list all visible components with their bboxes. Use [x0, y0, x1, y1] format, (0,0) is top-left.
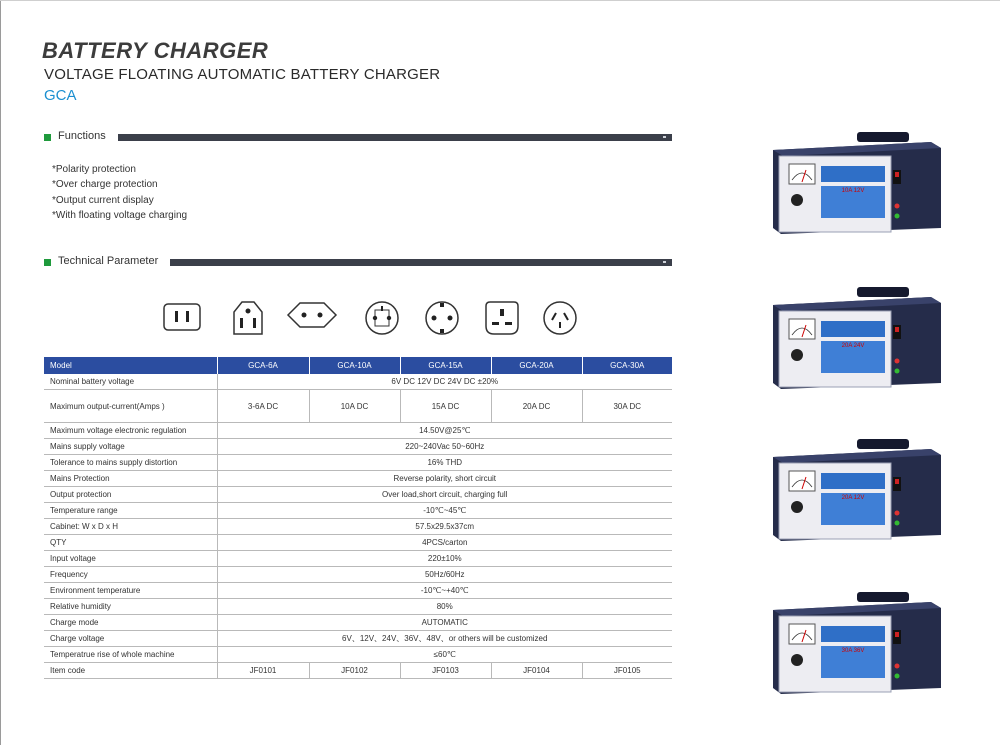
- item-code-value: JF0105: [582, 663, 672, 679]
- table-row: [44, 439, 672, 455]
- product-rating-badge: 30A 36V: [841, 648, 865, 654]
- functions-heading: Functions: [58, 130, 106, 142]
- table-row: [44, 503, 672, 519]
- parameter-value: ≤60℃: [217, 647, 672, 663]
- section-marker-icon: [44, 259, 51, 266]
- parameter-value: 50Hz/60Hz: [217, 567, 672, 583]
- function-item: *Polarity protection: [52, 164, 136, 175]
- parameter-value: 6V DC 12V DC 24V DC ±20%: [217, 374, 672, 390]
- parameter-value: 3-6A DC: [217, 390, 309, 423]
- parameter-value: Over load,short circuit, charging full: [217, 487, 672, 503]
- parameter-value: 6V、12V、24V、36V、48V、or others will be customized: [217, 631, 672, 647]
- parameter-label: Maximum output-current(Amps ): [44, 390, 217, 423]
- table-header-cell: GCA-30A: [582, 357, 672, 374]
- parameter-value: 4PCS/carton: [217, 535, 672, 551]
- parameter-label: Maximum voltage electronic regulation: [44, 423, 217, 439]
- table-row: [44, 535, 672, 551]
- table-row: [44, 599, 672, 615]
- table-row: [44, 423, 672, 439]
- plug-type-a-icon: [162, 300, 202, 334]
- function-item: *Over charge protection: [52, 179, 158, 191]
- plug-types-row: [160, 300, 580, 336]
- parameter-label: Nominal battery voltage: [44, 374, 217, 390]
- parameter-label: Temperatrue rise of whole machine: [44, 647, 217, 663]
- function-item: *Output current display: [52, 194, 154, 206]
- parameter-value: 16% THD: [217, 455, 672, 471]
- battery-charger-product-image: [765, 283, 945, 391]
- table-header-cell: GCA-10A: [309, 357, 400, 374]
- battery-charger-product-image: [765, 588, 945, 696]
- section-divider-bar: [170, 259, 672, 266]
- page-title: BATTERY CHARGER: [42, 38, 269, 63]
- plug-type-f-icon: [422, 300, 462, 336]
- item-code-value: JF0103: [400, 663, 491, 679]
- parameter-label: Item code: [44, 663, 217, 679]
- parameter-value: 57.5x29.5x37cm: [217, 519, 672, 535]
- plug-type-b-icon: [228, 300, 268, 336]
- parameter-label: Cabinet: W x D x H: [44, 519, 217, 535]
- table-row: [44, 551, 672, 567]
- parameter-label: Frequency: [44, 567, 217, 583]
- table-header-cell: GCA-15A: [400, 357, 491, 374]
- model-series: GCA: [44, 87, 77, 104]
- parameter-label: Mains Protection: [44, 471, 217, 487]
- parameter-value: 14.50V@25℃: [217, 423, 672, 439]
- table-header-cell: GCA-6A: [217, 357, 309, 374]
- table-header-cell: Model: [44, 357, 217, 374]
- product-rating-badge: 20A 12V: [841, 495, 865, 501]
- table-header-cell: GCA-20A: [491, 357, 582, 374]
- plug-type-g-icon: [482, 300, 522, 336]
- plug-type-i-icon: [540, 300, 580, 336]
- product-rating-badge: 20A 24V: [841, 343, 865, 349]
- parameter-value: AUTOMATIC: [217, 615, 672, 631]
- parameter-label: Input voltage: [44, 551, 217, 567]
- parameter-value: 80%: [217, 599, 672, 615]
- parameter-value: -10℃~+40℃: [217, 583, 672, 599]
- parameter-label: Mains supply voltage: [44, 439, 217, 455]
- table-row: [44, 663, 672, 679]
- table-row: [44, 567, 672, 583]
- battery-charger-product-image: [765, 435, 945, 543]
- section-marker-icon: [44, 134, 51, 141]
- parameter-label: Output protection: [44, 487, 217, 503]
- parameter-label: QTY: [44, 535, 217, 551]
- table-row: [44, 455, 672, 471]
- item-code-value: JF0104: [491, 663, 582, 679]
- functions-section-header: [44, 131, 672, 145]
- product-rating-badge: 10A 12V: [841, 188, 865, 194]
- parameter-value: 220±10%: [217, 551, 672, 567]
- section-divider-bar: [118, 134, 672, 141]
- table-row: [44, 487, 672, 503]
- table-row: [44, 390, 672, 423]
- table-row: [44, 374, 672, 390]
- product-images-column: [755, 0, 955, 745]
- table-row: [44, 519, 672, 535]
- parameter-value: 20A DC: [491, 390, 582, 423]
- plug-type-c-icon: [284, 300, 340, 330]
- page-border-left: [0, 0, 1, 745]
- parameter-value: 220~240Vac 50~60Hz: [217, 439, 672, 455]
- technical-heading: Technical Parameter: [58, 255, 159, 267]
- function-item: *With floating voltage charging: [52, 209, 188, 221]
- page-subtitle: VOLTAGE FLOATING AUTOMATIC BATTERY CHARGER: [44, 66, 441, 83]
- item-code-value: JF0102: [309, 663, 400, 679]
- parameter-value: Reverse polarity, short circuit: [217, 471, 672, 487]
- battery-charger-product-image: [765, 128, 945, 236]
- parameter-value: 10A DC: [309, 390, 400, 423]
- parameter-label: Charge mode: [44, 615, 217, 631]
- item-code-value: JF0101: [217, 663, 309, 679]
- technical-section-header: [44, 256, 672, 270]
- table-row: [44, 583, 672, 599]
- functions-list: [52, 162, 187, 223]
- parameter-label: Relative humidity: [44, 599, 217, 615]
- technical-parameter-table: [44, 357, 672, 679]
- parameter-label: Environment temperature: [44, 583, 217, 599]
- table-row: [44, 615, 672, 631]
- parameter-value: 15A DC: [400, 390, 491, 423]
- table-header-row: [44, 357, 672, 374]
- table-row: [44, 631, 672, 647]
- parameter-value: 30A DC: [582, 390, 672, 423]
- table-row: [44, 471, 672, 487]
- parameter-label: Temperature range: [44, 503, 217, 519]
- parameter-value: -10℃~45℃: [217, 503, 672, 519]
- plug-type-e-icon: [362, 300, 402, 336]
- parameter-label: Tolerance to mains supply distortion: [44, 455, 217, 471]
- parameter-label: Charge voltage: [44, 631, 217, 647]
- table-row: [44, 647, 672, 663]
